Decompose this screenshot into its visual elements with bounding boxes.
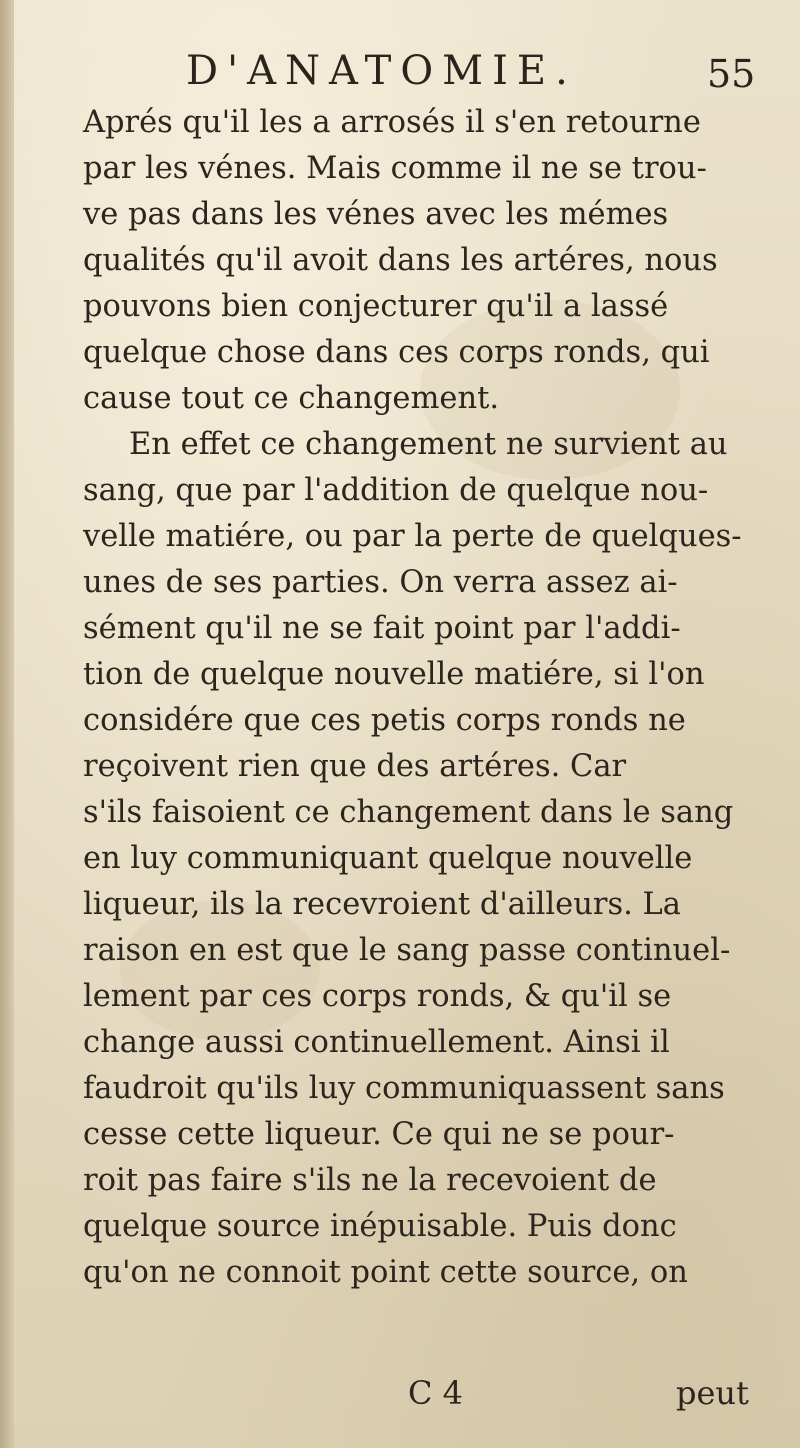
text-line: considére que ces petis corps ronds ne: [83, 703, 686, 738]
text-line: change aussi continuellement. Ainsi il: [83, 1025, 670, 1060]
text-line: pouvons bien conjecturer qu'il a lassé: [83, 289, 669, 324]
page-number: 55: [707, 52, 756, 96]
text-line: qualités qu'il avoit dans les artéres, nous: [83, 243, 718, 278]
text-line: quelque source inépuisable. Puis donc: [83, 1209, 677, 1244]
body-text: [83, 100, 763, 1296]
text-line: s'ils faisoient ce changement dans le sang: [83, 795, 734, 830]
text-line: qu'on ne connoit point cette source, on: [83, 1255, 688, 1290]
text-line: unes de ses parties. On verra assez ai-: [83, 565, 678, 600]
text-line: velle matiére, ou par la perte de quelques-: [83, 519, 742, 554]
text-line: liqueur, ils la recevroient d'ailleurs. La: [83, 887, 681, 922]
text-line: cause tout ce changement.: [83, 381, 500, 416]
catchword: peut: [676, 1374, 749, 1412]
text-line: raison en est que le sang passe continuel-: [83, 933, 731, 968]
paragraph-first-line: En effet ce changement ne survient au: [129, 427, 728, 462]
page-gutter-shadow: [0, 0, 14, 1448]
text-line: en luy communiquant quelque nouvelle: [83, 841, 693, 876]
text-line: faudroit qu'ils luy communiquassent sans: [83, 1071, 725, 1106]
text-line: sang, que par l'addition de quelque nou-: [83, 473, 709, 508]
page-footer: [0, 1372, 800, 1422]
text-line: par les vénes. Mais comme il ne se trou-: [83, 151, 707, 186]
text-line: sément qu'il ne se fait point par l'addi-: [83, 611, 681, 646]
signature-mark: C 4: [408, 1374, 464, 1412]
text-line: ve pas dans les vénes avec les mémes: [83, 197, 669, 232]
text-line: Aprés qu'il les a arrosés il s'en retourne: [83, 105, 701, 140]
running-title: D'ANATOMIE.: [186, 48, 577, 94]
text-line: roit pas faire s'ils ne la recevoient de: [83, 1163, 657, 1198]
text-line: lement par ces corps ronds, & qu'il se: [83, 979, 672, 1014]
text-line: reçoivent rien que des artéres. Car: [83, 749, 627, 784]
text-line: tion de quelque nouvelle matiére, si l'on: [83, 657, 705, 692]
text-line: quelque chose dans ces corps ronds, qui: [83, 335, 710, 370]
running-head: [0, 44, 800, 104]
text-line: cesse cette liqueur. Ce qui ne se pour-: [83, 1117, 675, 1152]
